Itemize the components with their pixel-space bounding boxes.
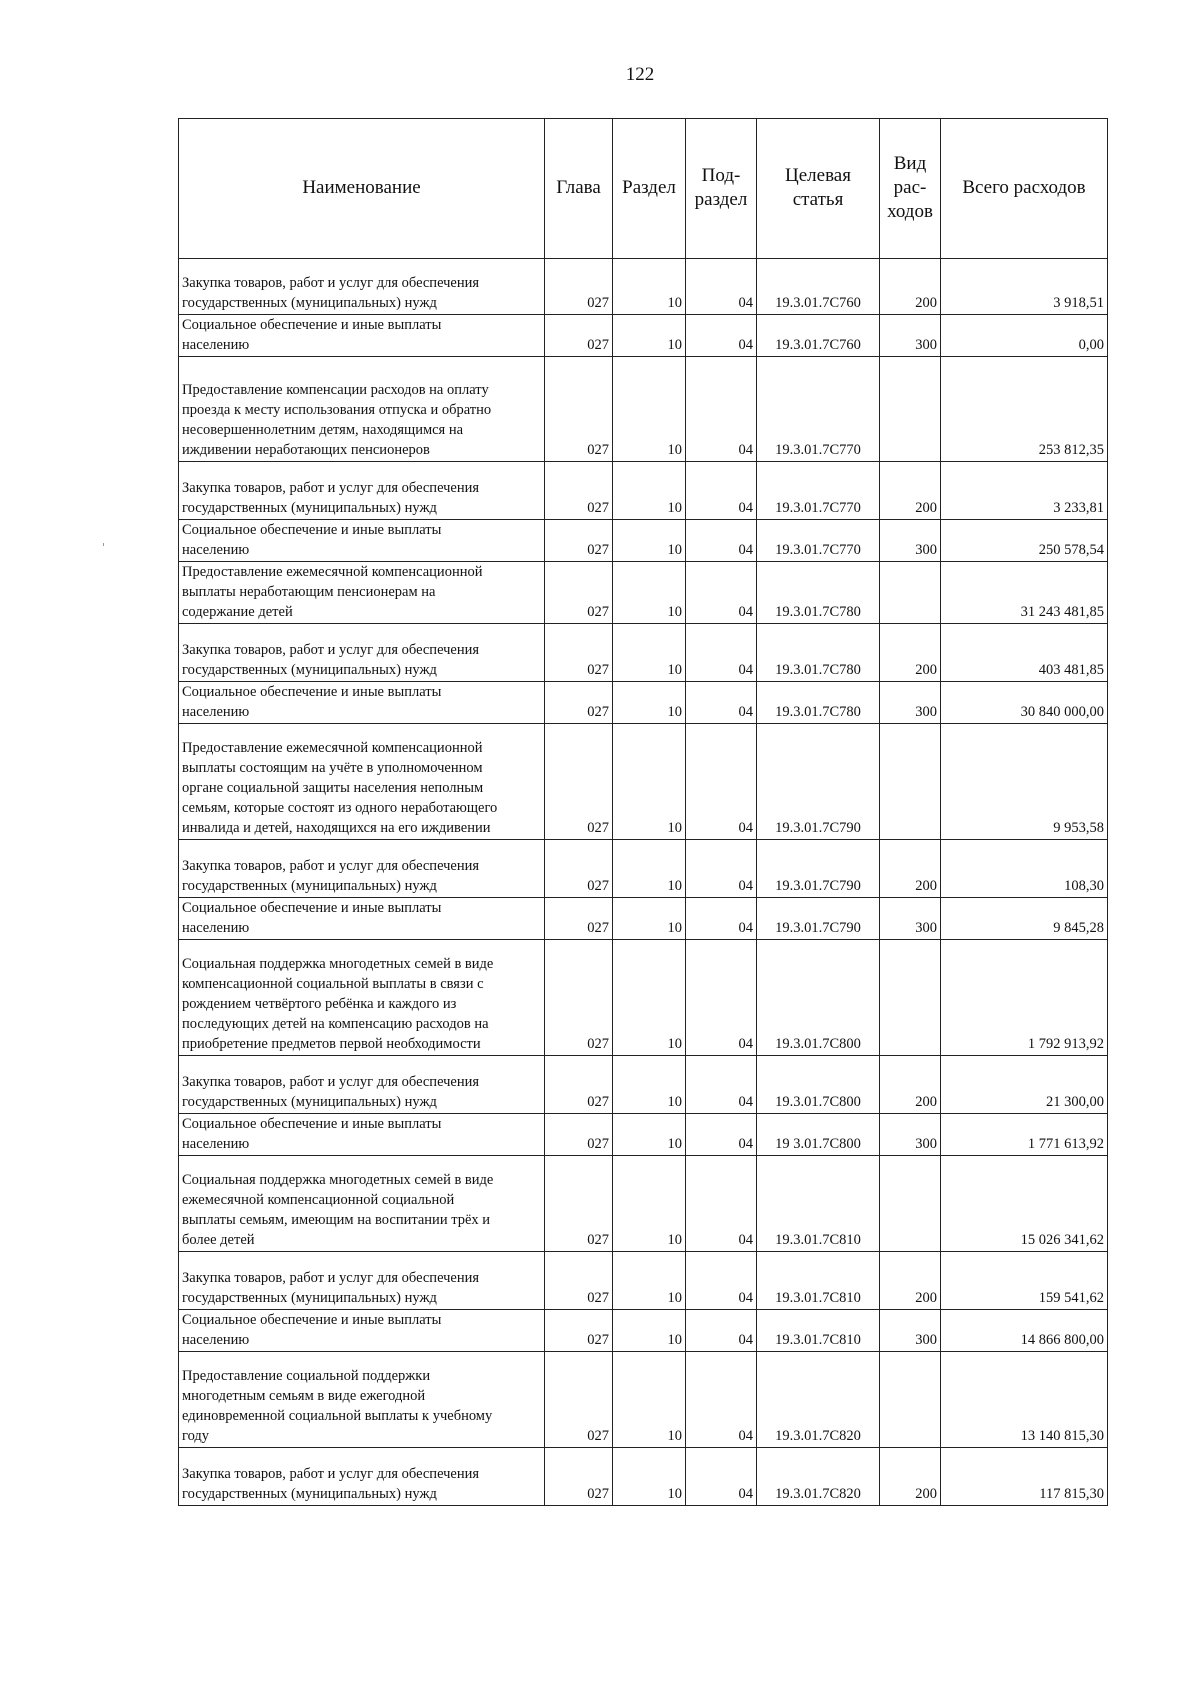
cell-total: 15 026 341,62: [941, 1156, 1108, 1252]
cell-total: 250 578,54: [941, 520, 1108, 562]
cell-vid: 300: [880, 1310, 941, 1352]
cell-name: Закупка товаров, работ и услуг для обеспечения государственных (муниципальных) нужд: [179, 462, 545, 520]
table-row: [179, 840, 1108, 898]
cell-razdel: 10: [613, 357, 686, 462]
cell-name: Закупка товаров, работ и услуг для обеспечения государственных (муниципальных) нужд: [179, 259, 545, 315]
cell-total: 403 481,85: [941, 624, 1108, 682]
table-row: [179, 259, 1108, 315]
cell-name: Закупка товаров, работ и услуг для обеспечения государственных (муниципальных) нужд: [179, 840, 545, 898]
cell-name: Закупка товаров, работ и услуг для обеспечения государственных (муниципальных) нужд: [179, 1252, 545, 1310]
cell-glava: 027: [545, 562, 613, 624]
cell-name: Закупка товаров, работ и услуг для обеспечения государственных (муниципальных) нужд: [179, 1448, 545, 1506]
table-row: [179, 1352, 1108, 1448]
cell-glava: 027: [545, 1114, 613, 1156]
table-row: [179, 562, 1108, 624]
cell-glava: 027: [545, 1156, 613, 1252]
cell-name: Предоставление ежемесячной компенсационной выплаты состоящим на учёте в уполномоченном органе социальной защиты населения неполным семьям, которые состоят из одного неработающего инвалида и детей, находящихся на его иждивении: [179, 724, 545, 840]
cell-glava: 027: [545, 462, 613, 520]
cell-podrazdel: 04: [686, 940, 757, 1056]
cell-name: Социальное обеспечение и иные выплаты населению: [179, 1310, 545, 1352]
table-row: [179, 724, 1108, 840]
table-row: [179, 462, 1108, 520]
cell-name: Социальное обеспечение и иные выплаты населению: [179, 1114, 545, 1156]
cell-vid: [880, 1156, 941, 1252]
cell-celevaya: 19.3.01.7С790: [757, 724, 880, 840]
cell-total: 14 866 800,00: [941, 1310, 1108, 1352]
cell-glava: 027: [545, 682, 613, 724]
cell-vid: [880, 724, 941, 840]
cell-podrazdel: 04: [686, 520, 757, 562]
cell-glava: 027: [545, 520, 613, 562]
cell-celevaya: 19.3.01.7С780: [757, 624, 880, 682]
cell-razdel: 10: [613, 724, 686, 840]
cell-name: Социальное обеспечение и иные выплаты населению: [179, 520, 545, 562]
cell-podrazdel: 04: [686, 1056, 757, 1114]
header-razdel: Раздел: [613, 119, 686, 259]
cell-name: Социальная поддержка многодетных семей в виде компенсационной социальной выплаты в связи с рождением четвёртого ребёнка и каждого из последующих детей на компенсацию расходов на приобретение предметов первой необходимости: [179, 940, 545, 1056]
cell-celevaya: 19.3.01.7С760: [757, 315, 880, 357]
cell-vid: 200: [880, 462, 941, 520]
cell-razdel: 10: [613, 1056, 686, 1114]
cell-podrazdel: 04: [686, 357, 757, 462]
cell-celevaya: 19.3.01.7С810: [757, 1156, 880, 1252]
cell-podrazdel: 04: [686, 1310, 757, 1352]
header-podrazdel: Под- раздел: [686, 119, 757, 259]
cell-glava: 027: [545, 357, 613, 462]
cell-razdel: 10: [613, 259, 686, 315]
cell-glava: 027: [545, 1448, 613, 1506]
cell-vid: 200: [880, 1252, 941, 1310]
cell-total: 1 771 613,92: [941, 1114, 1108, 1156]
cell-podrazdel: 04: [686, 898, 757, 940]
cell-vid: 200: [880, 624, 941, 682]
cell-razdel: 10: [613, 520, 686, 562]
cell-razdel: 10: [613, 1114, 686, 1156]
table-row: [179, 1448, 1108, 1506]
cell-podrazdel: 04: [686, 1252, 757, 1310]
cell-celevaya: 19.3.01.7С770: [757, 520, 880, 562]
cell-vid: [880, 940, 941, 1056]
cell-glava: 027: [545, 259, 613, 315]
cell-glava: 027: [545, 898, 613, 940]
cell-glava: 027: [545, 1056, 613, 1114]
cell-name: Социальное обеспечение и иные выплаты населению: [179, 315, 545, 357]
scan-artifact: [103, 543, 104, 546]
cell-celevaya: 19.3.01.7С820: [757, 1448, 880, 1506]
cell-razdel: 10: [613, 562, 686, 624]
cell-total: 31 243 481,85: [941, 562, 1108, 624]
table-row: [179, 1156, 1108, 1252]
cell-celevaya: 19.3.01.7С770: [757, 357, 880, 462]
cell-vid: 200: [880, 1056, 941, 1114]
header-name: Наименование: [179, 119, 545, 259]
cell-razdel: 10: [613, 1252, 686, 1310]
cell-podrazdel: 04: [686, 1352, 757, 1448]
cell-glava: 027: [545, 1252, 613, 1310]
table-row: [179, 898, 1108, 940]
cell-total: 9 953,58: [941, 724, 1108, 840]
table-row: [179, 940, 1108, 1056]
cell-podrazdel: 04: [686, 259, 757, 315]
cell-celevaya: 19.3.01.7С810: [757, 1252, 880, 1310]
cell-celevaya: 19.3.01.7С790: [757, 840, 880, 898]
cell-total: 30 840 000,00: [941, 682, 1108, 724]
table-row: [179, 624, 1108, 682]
cell-celevaya: 19.3.01.7С790: [757, 898, 880, 940]
table-row: [179, 315, 1108, 357]
page-number: 122: [625, 64, 655, 85]
cell-total: 117 815,30: [941, 1448, 1108, 1506]
header-row: [179, 119, 1108, 259]
cell-celevaya: 19.3.01.7С780: [757, 562, 880, 624]
cell-podrazdel: 04: [686, 562, 757, 624]
cell-celevaya: 19.3.01.7С770: [757, 462, 880, 520]
cell-vid: [880, 1352, 941, 1448]
cell-name: Предоставление ежемесячной компенсационной выплаты неработающим пенсионерам на содержание детей: [179, 562, 545, 624]
cell-name: Предоставление социальной поддержки многодетным семьям в виде ежегодной единовременной социальной выплаты к учебному году: [179, 1352, 545, 1448]
cell-total: 108,30: [941, 840, 1108, 898]
cell-razdel: 10: [613, 1448, 686, 1506]
cell-total: 3 233,81: [941, 462, 1108, 520]
cell-podrazdel: 04: [686, 1114, 757, 1156]
cell-vid: 200: [880, 259, 941, 315]
cell-name: Социальное обеспечение и иные выплаты населению: [179, 898, 545, 940]
table-row: [179, 1252, 1108, 1310]
table-row: [179, 1310, 1108, 1352]
cell-vid: 200: [880, 840, 941, 898]
cell-podrazdel: 04: [686, 1156, 757, 1252]
cell-total: 9 845,28: [941, 898, 1108, 940]
header-celevaya: Целевая статья: [757, 119, 880, 259]
cell-razdel: 10: [613, 315, 686, 357]
cell-podrazdel: 04: [686, 624, 757, 682]
cell-vid: 300: [880, 520, 941, 562]
cell-razdel: 10: [613, 1352, 686, 1448]
header-glava: Глава: [545, 119, 613, 259]
cell-vid: 300: [880, 315, 941, 357]
cell-glava: 027: [545, 624, 613, 682]
cell-razdel: 10: [613, 898, 686, 940]
cell-podrazdel: 04: [686, 1448, 757, 1506]
cell-glava: 027: [545, 724, 613, 840]
cell-podrazdel: 04: [686, 724, 757, 840]
cell-name: Закупка товаров, работ и услуг для обеспечения государственных (муниципальных) нужд: [179, 624, 545, 682]
cell-total: 253 812,35: [941, 357, 1108, 462]
cell-celevaya: 19.3.01.7С800: [757, 1056, 880, 1114]
table-row: [179, 1114, 1108, 1156]
cell-celevaya: 19 3.01.7С800: [757, 1114, 880, 1156]
cell-celevaya: 19.3.01.7С810: [757, 1310, 880, 1352]
cell-celevaya: 19.3.01.7С800: [757, 940, 880, 1056]
cell-vid: [880, 562, 941, 624]
cell-celevaya: 19.3.01.7С760: [757, 259, 880, 315]
cell-name: Закупка товаров, работ и услуг для обеспечения государственных (муниципальных) нужд: [179, 1056, 545, 1114]
cell-name: Социальная поддержка многодетных семей в виде ежемесячной компенсационной социальной выплаты семьям, имеющим на воспитании трёх и более детей: [179, 1156, 545, 1252]
cell-name: Предоставление компенсации расходов на оплату проезда к месту использования отпуска и обратно несовершеннолетним детям, находящимся на иждивении неработающих пенсионеров: [179, 357, 545, 462]
cell-podrazdel: 04: [686, 840, 757, 898]
cell-total: 159 541,62: [941, 1252, 1108, 1310]
cell-razdel: 10: [613, 624, 686, 682]
cell-total: 3 918,51: [941, 259, 1108, 315]
cell-celevaya: 19.3.01.7С780: [757, 682, 880, 724]
header-total: Всего расходов: [941, 119, 1108, 259]
cell-total: 21 300,00: [941, 1056, 1108, 1114]
table-row: [179, 682, 1108, 724]
cell-glava: 027: [545, 1352, 613, 1448]
cell-vid: 300: [880, 1114, 941, 1156]
budget-table: [178, 118, 1108, 1506]
header-vid: Вид рас- ходов: [880, 119, 941, 259]
cell-razdel: 10: [613, 840, 686, 898]
cell-razdel: 10: [613, 682, 686, 724]
cell-glava: 027: [545, 1310, 613, 1352]
cell-celevaya: 19.3.01.7С820: [757, 1352, 880, 1448]
cell-total: 1 792 913,92: [941, 940, 1108, 1056]
cell-razdel: 10: [613, 940, 686, 1056]
table-row: [179, 1056, 1108, 1114]
cell-podrazdel: 04: [686, 462, 757, 520]
table-row: [179, 520, 1108, 562]
cell-razdel: 10: [613, 1310, 686, 1352]
cell-vid: [880, 357, 941, 462]
cell-glava: 027: [545, 840, 613, 898]
cell-podrazdel: 04: [686, 682, 757, 724]
cell-razdel: 10: [613, 1156, 686, 1252]
cell-name: Социальное обеспечение и иные выплаты населению: [179, 682, 545, 724]
cell-total: 0,00: [941, 315, 1108, 357]
cell-podrazdel: 04: [686, 315, 757, 357]
cell-total: 13 140 815,30: [941, 1352, 1108, 1448]
cell-vid: 300: [880, 898, 941, 940]
cell-razdel: 10: [613, 462, 686, 520]
cell-glava: 027: [545, 940, 613, 1056]
table-row: [179, 357, 1108, 462]
cell-vid: 300: [880, 682, 941, 724]
cell-vid: 200: [880, 1448, 941, 1506]
cell-glava: 027: [545, 315, 613, 357]
